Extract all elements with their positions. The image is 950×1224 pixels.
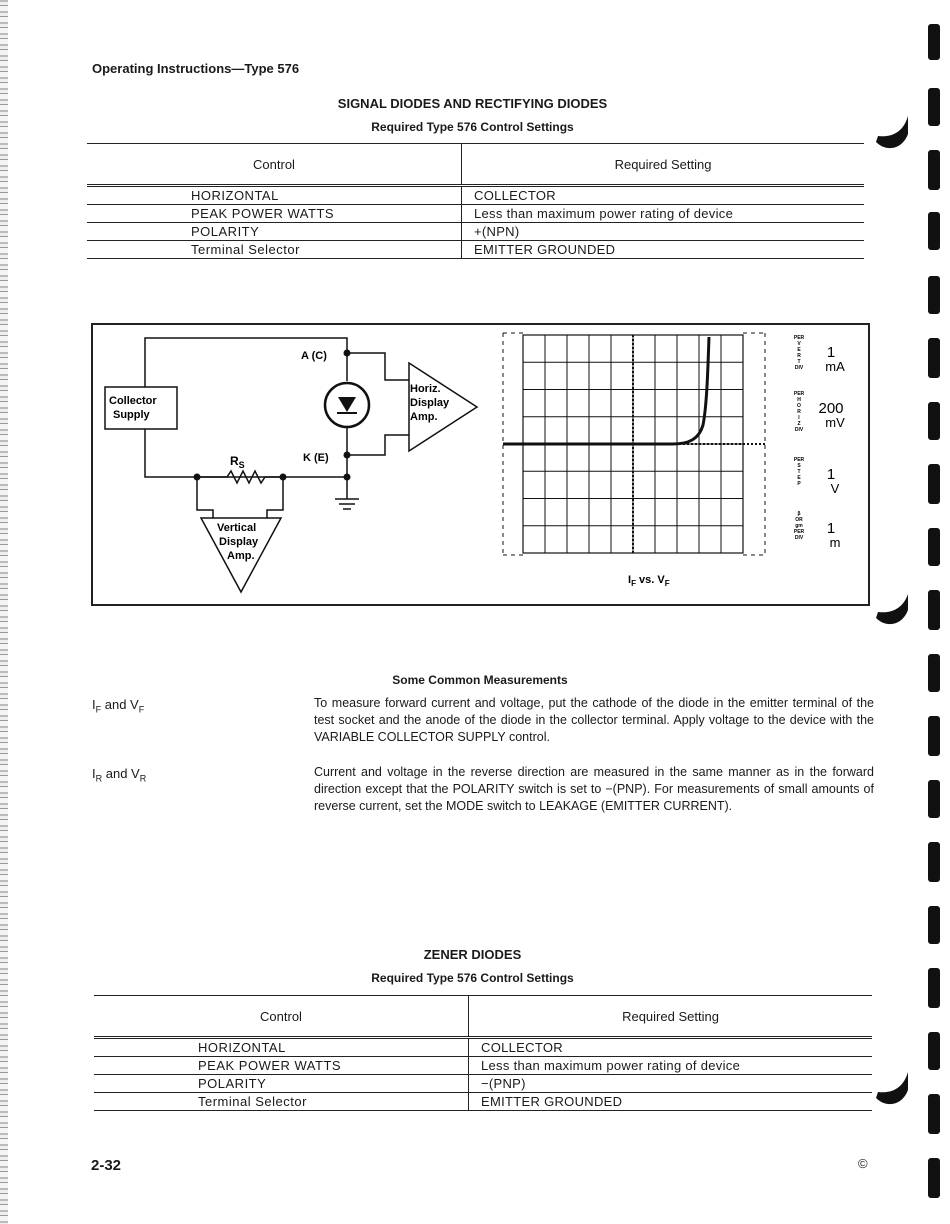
readout-side-label: Z xyxy=(797,421,801,427)
circuit-diagram-frame xyxy=(91,323,870,606)
binder-marks xyxy=(918,0,950,1224)
control-cell: PEAK POWER WATTS xyxy=(94,1057,469,1075)
vert-amp-label-3: Amp. xyxy=(227,550,255,562)
readout-side-label: R xyxy=(797,409,801,415)
node-k-label: K (E) xyxy=(303,452,329,464)
readout-unit: m xyxy=(829,535,841,550)
readout-side-label: OR xyxy=(795,517,803,523)
copyright-mark: © xyxy=(858,1156,868,1171)
graticule-caption: $I_F$ vs. $V_F$ xyxy=(628,574,670,588)
collector-supply-box xyxy=(105,387,177,429)
readout-side-label: P xyxy=(797,481,801,487)
readout-unit: V xyxy=(830,481,840,496)
setting-cell: EMITTER GROUNDED xyxy=(469,1093,873,1111)
readout-side-label: T xyxy=(797,359,801,365)
binder-hook-3 xyxy=(872,1068,912,1112)
setting-cell: Less than maximum power rating of device xyxy=(469,1057,873,1075)
control-cell: POLARITY xyxy=(94,1075,469,1093)
readout-side-label: β xyxy=(797,511,801,517)
readout-side-label: DIV xyxy=(794,535,804,541)
readout-side-label: R xyxy=(797,353,801,359)
readout-side-label: PER xyxy=(793,457,805,463)
col-header-setting: Required Setting xyxy=(469,996,873,1038)
readout-side-label: E xyxy=(797,475,801,481)
col-header-control: Control xyxy=(94,996,469,1038)
readout-side-label: PER xyxy=(793,529,805,535)
collector-supply-label-1: Collector xyxy=(109,395,157,407)
readout-side-label: PER xyxy=(793,391,805,397)
control-cell: POLARITY xyxy=(87,223,462,241)
readout-value: 1 xyxy=(826,466,836,483)
horiz-amp-label-2: Display xyxy=(410,397,450,409)
readout-side-label: PER xyxy=(793,335,805,341)
table-row xyxy=(87,186,864,205)
rs-resistor xyxy=(197,471,283,483)
signal-settings-table xyxy=(87,143,864,259)
collector-supply-label-2: Supply xyxy=(113,409,150,421)
control-cell: PEAK POWER WATTS xyxy=(87,205,462,223)
readout-side-label: DIV xyxy=(794,427,804,433)
readout-value: 1 xyxy=(826,344,836,361)
readout-side-label: O xyxy=(797,403,801,409)
crt-graticule xyxy=(503,333,765,555)
table-row xyxy=(87,223,864,241)
control-cell: HORIZONTAL xyxy=(94,1038,469,1057)
readout-side-label: I xyxy=(798,415,800,421)
setting-cell: +(NPN) xyxy=(462,223,865,241)
readout-side-label: DIV xyxy=(794,365,804,371)
vert-amp-label-2: Display xyxy=(219,536,259,548)
if-vf-curve xyxy=(503,337,709,444)
rs-label: $R_S$ xyxy=(230,454,245,470)
vert-amp-label-1: Vertical xyxy=(217,522,257,534)
node-a-label: A (C) xyxy=(301,350,327,362)
horiz-amp-label-3: Amp. xyxy=(410,411,438,423)
measurement-text-forward: To measure forward current and voltage, put the cathode of the diode in the emitter terminal of the test socket and the anode of the diode in the collector terminal. Apply voltage to the device with the VARIABLE COLLECTOR SUPPLY control. xyxy=(314,696,874,744)
measurement-text-reverse: Current and voltage in the reverse direction are measured in the same manner as in the forward direction except that the POLARITY switch is set to −(PNP). For measurements of small amounts of reverse current, set the MODE switch to LEAKAGE (EMITTER CURRENT). xyxy=(314,765,874,813)
readout-value: 200 xyxy=(818,400,844,417)
setting-cell: COLLECTOR xyxy=(469,1038,873,1057)
scan-edge-strip xyxy=(0,0,8,1224)
setting-cell: COLLECTOR xyxy=(462,186,865,205)
measurement-label-reverse: $I_R$ and $V_R$ xyxy=(92,766,147,784)
horiz-amp-label-1: Horiz. xyxy=(410,383,441,395)
readout-unit: mV xyxy=(825,415,845,430)
readout-side-label: E xyxy=(797,347,801,353)
table-row xyxy=(87,205,864,223)
readout-side-label: H xyxy=(797,397,801,403)
zener-section-subtitle: Required Type 576 Control Settings xyxy=(371,971,574,985)
page-number: 2-32 xyxy=(91,1157,122,1174)
signal-section-subtitle: Required Type 576 Control Settings xyxy=(371,120,574,134)
zener-settings-table xyxy=(94,995,872,1111)
table-row xyxy=(94,1038,872,1057)
crt-readouts xyxy=(794,335,845,550)
table-row xyxy=(94,1057,872,1075)
readout-unit: mA xyxy=(825,359,845,374)
col-header-control: Control xyxy=(87,144,462,186)
measurements-title: Some Common Measurements xyxy=(392,673,568,687)
measurement-label-forward: $I_F$ and $V_F$ xyxy=(92,697,145,715)
page-header: Operating Instructions—Type 576 xyxy=(92,61,300,76)
readout-side-label: V xyxy=(797,341,801,347)
table-row xyxy=(94,1075,872,1093)
control-cell: Terminal Selector xyxy=(94,1093,469,1111)
table-row xyxy=(87,241,864,259)
zener-section-title: ZENER DIODES xyxy=(423,947,522,962)
control-cell: HORIZONTAL xyxy=(87,186,462,205)
control-cell: Terminal Selector xyxy=(87,241,462,259)
table-row xyxy=(94,1093,872,1111)
readout-value: 1 xyxy=(826,520,836,537)
readout-side-label: T xyxy=(797,469,801,475)
signal-section-title: SIGNAL DIODES AND RECTIFYING DIODES xyxy=(337,96,608,111)
binder-hook-1 xyxy=(872,112,912,156)
readout-side-label: gm xyxy=(795,523,803,529)
setting-cell: EMITTER GROUNDED xyxy=(462,241,865,259)
col-header-setting: Required Setting xyxy=(462,144,865,186)
setting-cell: Less than maximum power rating of device xyxy=(462,205,865,223)
setting-cell: −(PNP) xyxy=(469,1075,873,1093)
binder-hook-2 xyxy=(872,592,912,630)
readout-side-label: S xyxy=(797,463,801,469)
circuit-diagram xyxy=(93,325,868,604)
